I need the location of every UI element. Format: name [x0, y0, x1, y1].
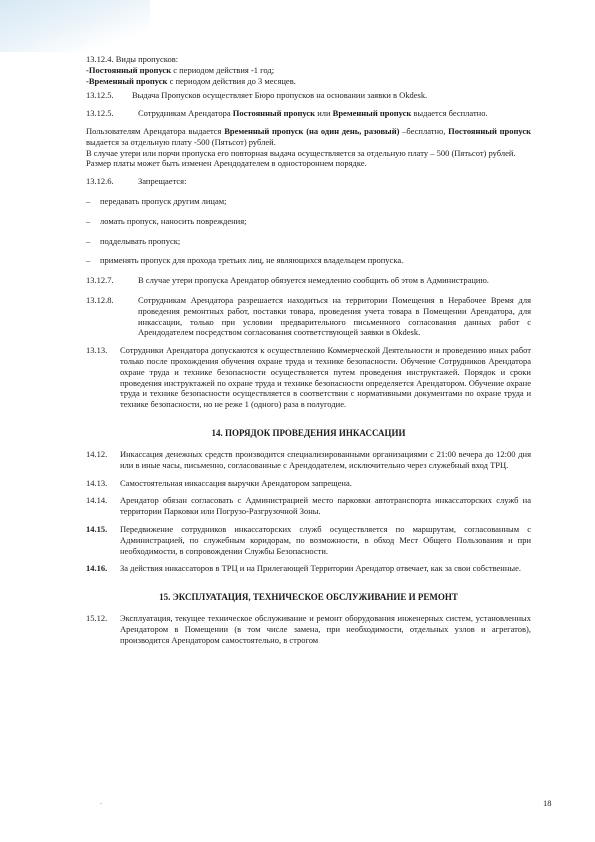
clause-number: 13.12.8. [86, 294, 114, 305]
clause-text: Выдача Пропусков осуществляет Бюро пропусков на основании заявки в Okdesk. [132, 90, 428, 101]
clause-14-12 [86, 449, 531, 471]
clause-text: Сотрудники Арендатора допускаются к осуществлению Коммерческой Деятельности и проведению иных работ только после прохождения обучения охране труда и технике безопасности. Обучение Сотрудников Арендатора охране труда и технике безопасности осуществляется путем проведения инструктажей. Порядок и сроки проведения инструктажей по охране труда и технике безопасности определяется Арендатором. Обучение охране труда и технике безопасности осуществляется в соответствии с нормативными документами по охране труда и технике безопасности, но не реже 1 (одного) раза в полугодие. [120, 345, 531, 410]
clause-number: 13.12.5. [86, 108, 114, 119]
clause-text: Арендатор обязан согласовать с Администрацией место парковки автотранспорта инкассаторских служб на территории Парковки или Погрузо-Разгрузочной Зоны. [120, 495, 531, 517]
clause-14-16 [86, 563, 531, 574]
list-item: – подделывать пропуск; [86, 235, 181, 246]
list-item: – передавать пропуск другим лицам; [86, 195, 227, 206]
clause-number: 14.15. [86, 523, 108, 534]
clause-text: Самостоятельная инкассация выручки Арендатором запрещена. [120, 477, 352, 488]
list-item: – ломать пропуск, наносить повреждения; [86, 215, 247, 226]
section-heading-14: 14. ПОРЯДОК ПРОВЕДЕНИЯ ИНКАССАЦИИ [211, 427, 406, 438]
clause-text: Передвижение сотрудников инкассаторских служб осуществляется по маршрутам, согласованным с Администрацией, по служебным коридорам, по возможности, в обход Мест Общего Пользования и при необходимости, в сопровождении Службы Безопасности. [120, 523, 531, 556]
clause-13-12-5b [86, 108, 531, 119]
clause-text: За действия инкассаторов в ТРЦ и на Прилегающей Территории Арендатор отвечает, как за свои собственные. [120, 563, 522, 574]
clause-14-14 [86, 495, 531, 517]
clause-text: В случае утери пропуска Арендатор обязуется немедленно сообщить об этом в Администрацию. [138, 275, 489, 286]
clause-14-15 [86, 524, 531, 556]
clause-number: 14.12. [86, 448, 108, 459]
clause-13-12-8 [86, 295, 531, 338]
page-number: 18 [543, 798, 552, 808]
clause-number: 13.12.5. [86, 90, 114, 101]
list-item: – применять пропуск для прохода третьих лиц, не являющихся владельцем пропуска. [86, 255, 404, 266]
clause-number: 14.13. [86, 477, 108, 488]
clause-13-13 [86, 345, 531, 410]
clause-13-12-4-title: 13.12.4. Виды пропусков: [86, 54, 179, 64]
clause-14-13 [86, 478, 531, 489]
clause-number: 13.13. [86, 345, 108, 356]
clause-13-12-5 [86, 90, 531, 101]
clause-number: 14.16. [86, 563, 108, 574]
clause-13-12-6 [86, 176, 531, 187]
clause-text: Инкассация денежных средств производится специализированными организациями с 21:00 вечера до 12:00 дня или в иные часы, письменно, согласованные с Арендодателем, исключительно через служебный вход ТРЦ. [120, 448, 531, 470]
clause-13-12-7 [86, 275, 531, 286]
clause-text: Эксплуатация, текущее техническое обслуживание и ремонт оборудования инженерных систем, установленных Арендатором в Помещении (в том числе замена, при необходимости, отдельных узлов и агрегатов), производится Арендатором самостоятельно, в строгом [120, 613, 531, 645]
clause-text: Сотрудникам Арендатора разрешается находиться на территории Помещения в Нерабочее Время для проведения ремонтных работ, поставки товара, проведения учета товара в Помещении Арендатора, для инкассации, только при условии предварительного письменного согласования данных работ с Арендодателем посредством согласования соответствующей заявки в Okdesk. [138, 294, 531, 338]
lost-pass-paragraph: В случае утери или порчи пропуска его повторная выдача осуществляется за отдельную плату – 500 (Пятьсот) рублей. [86, 147, 516, 158]
document-page [86, 54, 531, 645]
clause-number: 14.14. [86, 495, 108, 506]
pass-type-permanent: -Постоянный пропуск с периодом действия -1 год; [86, 64, 275, 75]
pass-type-temporary: -Временный пропуск с периодом действия до 3 месяцев. [86, 75, 296, 86]
clause-15-12 [86, 613, 531, 645]
footer-mark: . [100, 797, 102, 806]
users-pass-paragraph: Пользователям Арендатора выдается Временный пропуск (на один день, разовый) –бесплатно, Постоянный пропуск выдается за отдельную плату -500 (Пятьсот) рублей. [86, 125, 532, 147]
section-heading-15: 15. ЭКСПЛУАТАЦИЯ, ТЕХНИЧЕСКОЕ ОБСЛУЖИВАНИЕ И РЕМОНТ [159, 592, 458, 603]
clause-number: 13.12.6. [86, 176, 114, 187]
clause-text: Запрещается: [138, 176, 187, 187]
clause-text: Сотрудникам Арендатора Постоянный пропуск или Временный пропуск выдается бесплатно. [138, 108, 488, 119]
clause-number: 13.12.7. [86, 275, 114, 286]
fee-change-paragraph: Размер платы может быть изменен Арендодателем в одностороннем порядке. [86, 158, 367, 169]
header-decoration [0, 0, 150, 52]
clause-number: 15.12. [86, 613, 108, 624]
